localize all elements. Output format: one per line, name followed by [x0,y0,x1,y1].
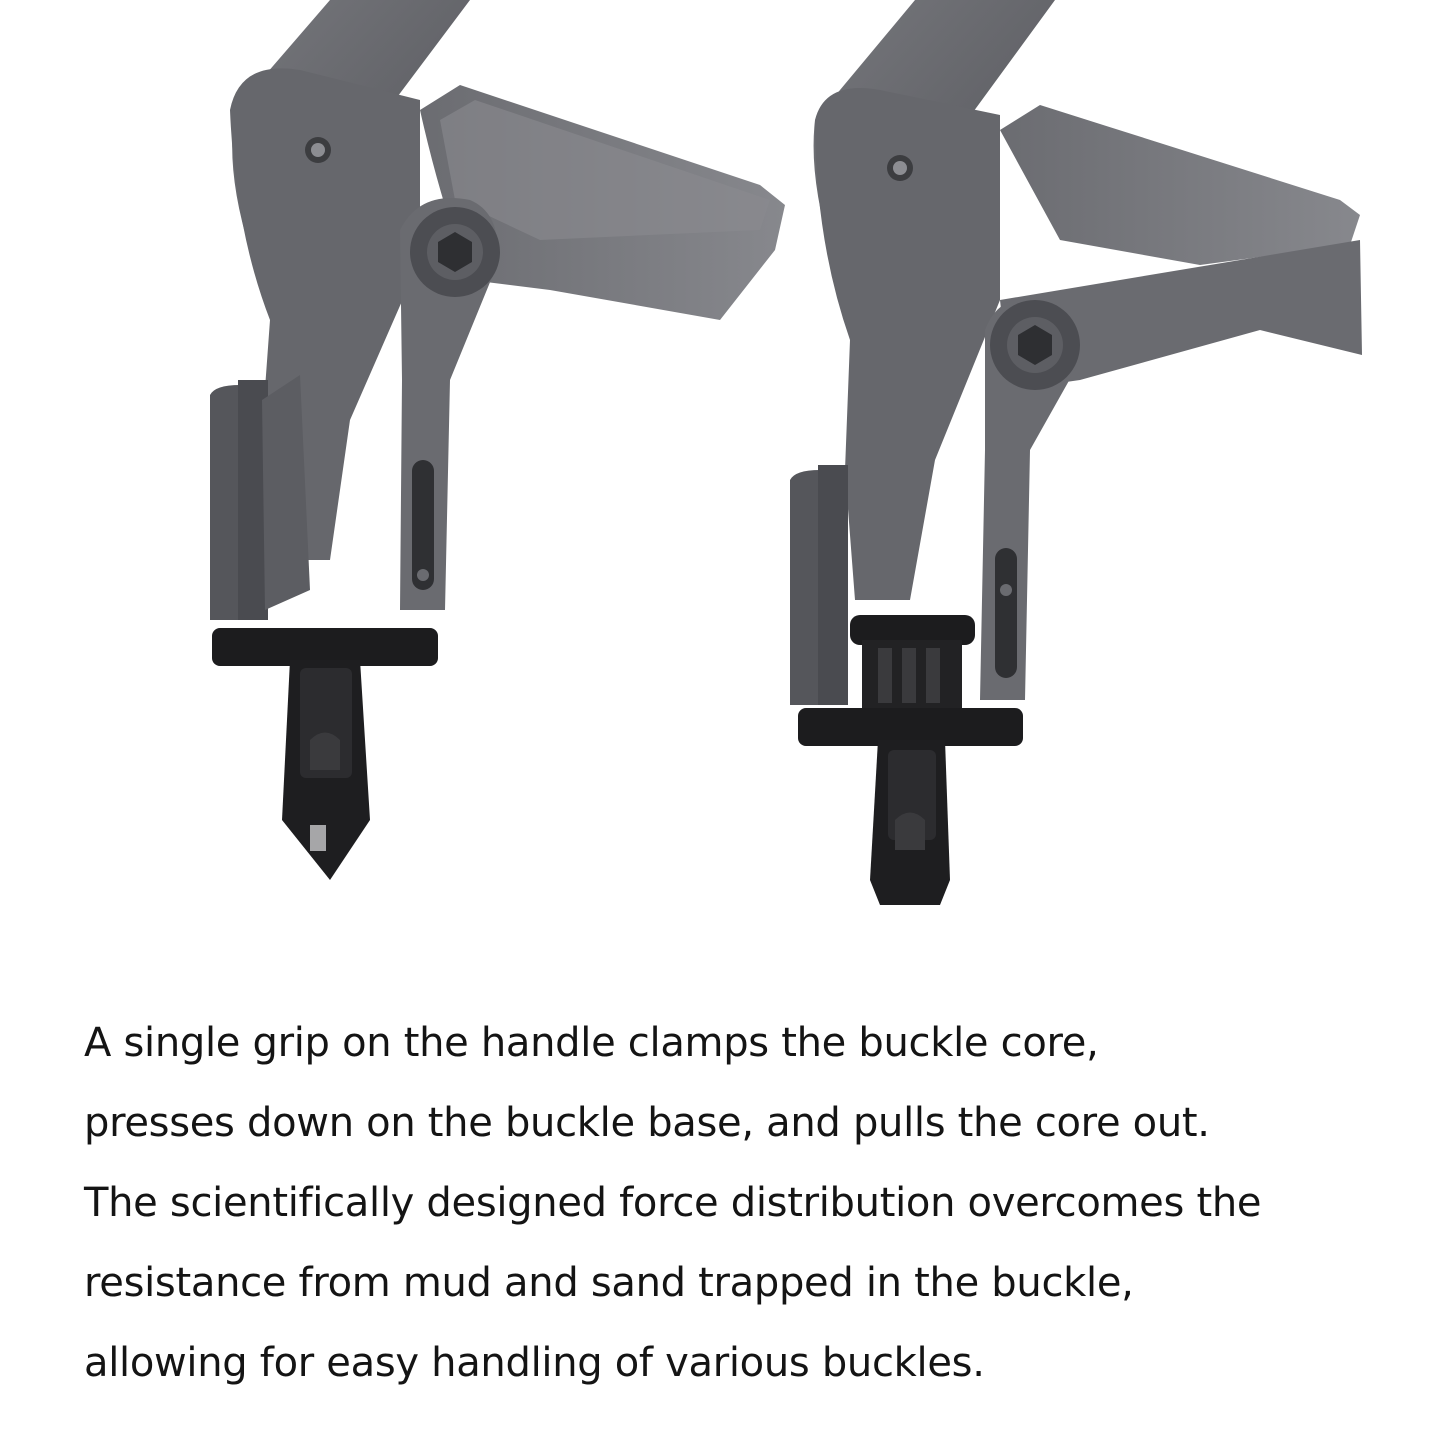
caption-line: A single grip on the handle clamps the buckle core, [84,1020,1099,1066]
tool-left-open-position [210,0,785,880]
caption-line: presses down on the buckle base, and pulls the core out. [84,1100,1210,1146]
caption-line: The scientifically designed force distribution overcomes the [84,1180,1262,1226]
tool-left-side-guide [210,385,240,620]
tool-right-rear-handle [1000,105,1360,265]
caption-line: allowing for easy handling of various buckles. [84,1340,985,1386]
caption-line: resistance from mud and sand trapped in the buckle, [84,1260,1134,1306]
tool-right-side-guide [790,470,820,705]
description-text [84,1003,1384,1403]
tool-right-closed-position [790,0,1362,905]
